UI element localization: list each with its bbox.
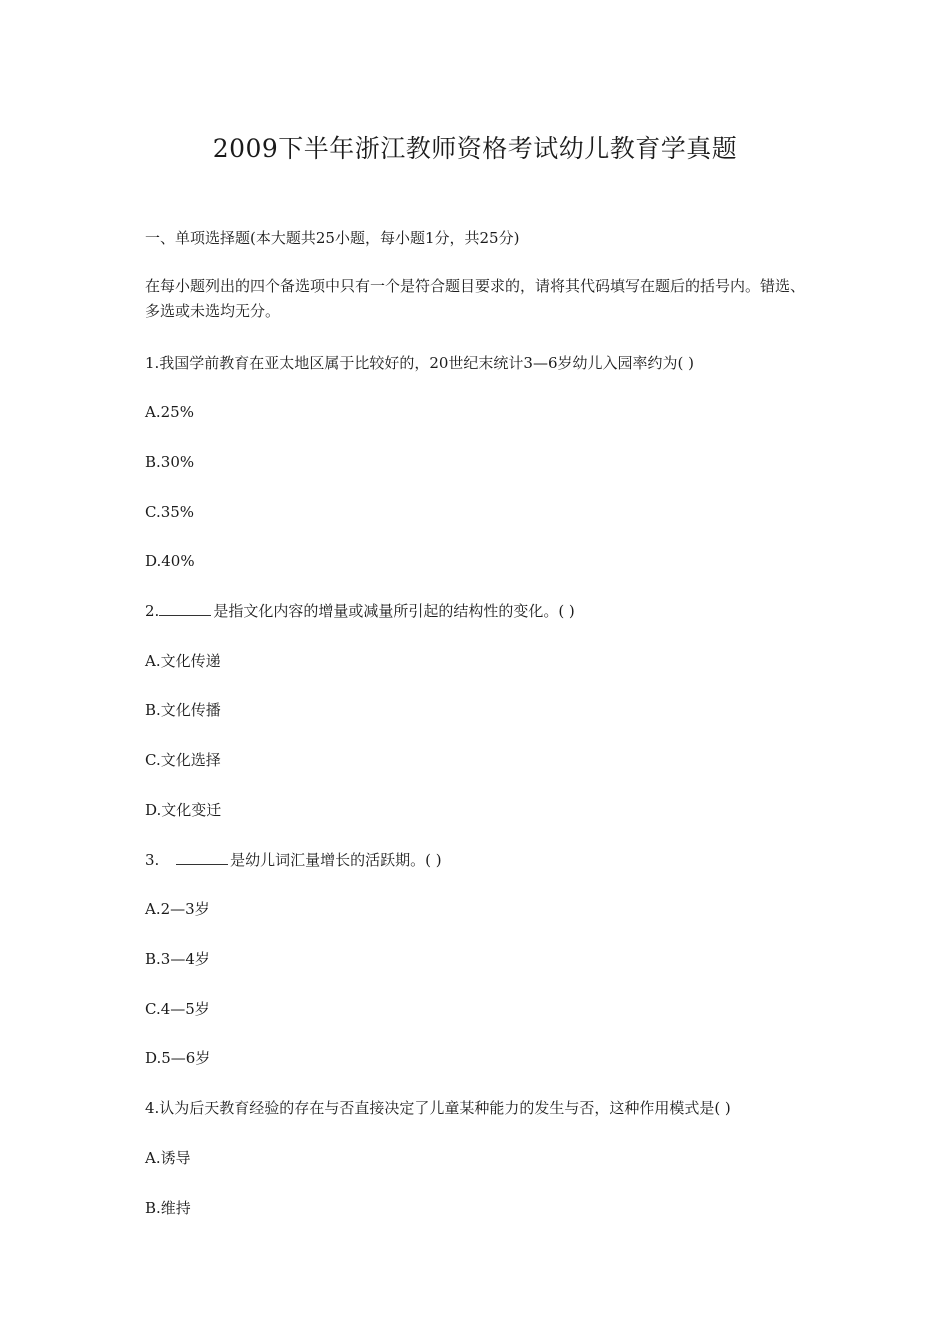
document-title: 2009下半年浙江教师资格考试幼儿教育学真题 [212,134,738,163]
question-1-option-c: C.35% [145,503,195,521]
question-3-option-b: B.3—4岁 [145,950,210,968]
question-4-option-a: A.诱导 [145,1149,191,1167]
question-2-option-a: A.文化传递 [145,652,221,670]
question-1-option-b: B.30% [145,453,195,471]
section-heading: 一、单项选择题(本大题共25小题，每小题1分，共25分) [145,229,520,247]
question-1-stem: 1.我国学前教育在亚太地区属于比较好的，20世纪末统计3—6岁幼儿入园率约为( ) [145,354,694,372]
question-2-number: 2. [145,602,160,620]
question-3-option-d: D.5—6岁 [145,1049,211,1067]
question-3-option-a: A.2—3岁 [145,900,210,918]
question-4-option-b: B.维持 [145,1199,191,1217]
question-1-option-d: D.40% [145,552,195,570]
question-4-stem: 4.认为后天教育经验的存在与否直接决定了儿童某种能力的发生与否，这种作用模式是( ) [145,1099,731,1117]
answer-blank [176,850,228,865]
question-1-option-a: A.25% [145,403,194,421]
question-2-text: 是指文化内容的增量或减量所引起的结构性的变化。( ) [213,602,575,620]
question-3-number: 3. [145,851,165,869]
question-2-option-d: D.文化变迁 [145,801,222,819]
question-2-stem [145,599,815,623]
instructions-paragraph: 在每小题列出的四个备选项中只有一个是符合题目要求的，请将其代码填写在题后的括号内。错选、多选或未选均无分。 [145,277,806,320]
question-2-option-b: B.文化传播 [145,701,221,719]
question-3-stem [145,848,815,872]
question-3-option-c: C.4—5岁 [145,1000,210,1018]
question-2-option-c: C.文化选择 [145,751,221,769]
answer-blank [159,601,211,616]
question-3-text: 是幼儿词汇量增长的活跃期。( ) [230,851,442,869]
